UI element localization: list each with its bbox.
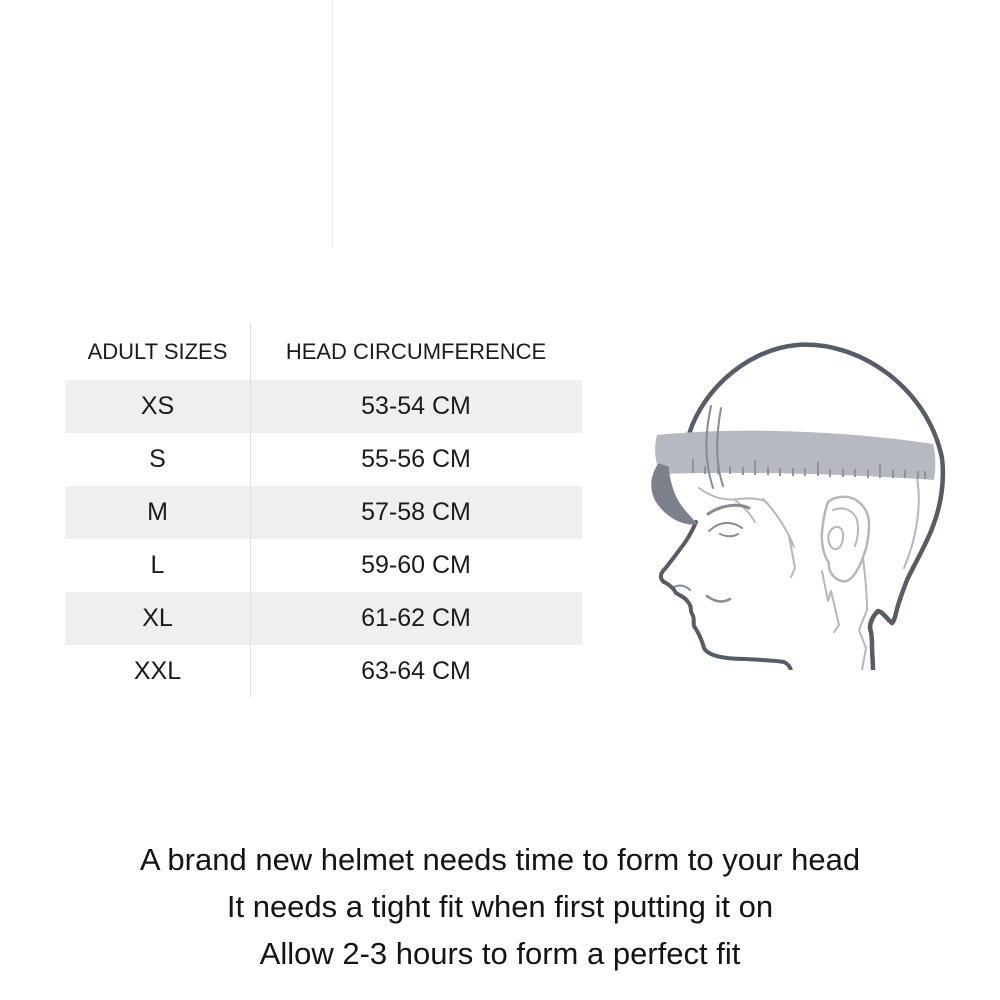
header-adult-sizes: ADULT SIZES (87, 338, 228, 364)
size-cell: S (149, 445, 166, 473)
table-row-xl (65, 592, 582, 645)
header-head-circumference: HEAD CIRCUMFERENCE (285, 338, 547, 364)
size-cell: XS (140, 392, 175, 420)
circumference-cell: 61-62 CM (361, 604, 471, 632)
size-table-header-row (65, 323, 582, 380)
size-cell: XL (142, 604, 173, 632)
fit-note-line-1: A brand new helmet needs time to form to your head (139, 842, 861, 877)
table-row-m (65, 486, 582, 539)
background-seam-line (332, 0, 333, 248)
circumference-cell: 57-58 CM (361, 498, 471, 526)
smile-line (707, 596, 730, 601)
table-row-s (65, 433, 582, 486)
size-table (65, 323, 582, 698)
nostril-line (674, 586, 690, 590)
fit-note-line-3: Allow 2-3 hours to form a perfect fit (259, 936, 741, 971)
head-profile-with-measuring-tape-icon (645, 338, 965, 670)
size-cell: M (147, 498, 168, 526)
fit-note (0, 836, 1000, 977)
table-row-xs (65, 380, 582, 433)
circumference-cell: 53-54 CM (361, 392, 471, 420)
eyebrow-line (708, 505, 749, 514)
circumference-cell: 55-56 CM (361, 445, 471, 473)
eye-line (709, 523, 742, 536)
circumference-cell: 59-60 CM (361, 551, 471, 579)
table-row-l (65, 539, 582, 592)
circumference-cell: 63-64 CM (361, 657, 471, 685)
size-cell: L (150, 551, 165, 579)
ear-icon (822, 497, 869, 582)
face-profile-outline (661, 522, 791, 670)
fit-note-line-2: It needs a tight fit when first putting it on (226, 889, 774, 924)
table-row-xxl (65, 645, 582, 698)
size-cell: XXL (133, 657, 182, 685)
column-divider (250, 323, 251, 698)
